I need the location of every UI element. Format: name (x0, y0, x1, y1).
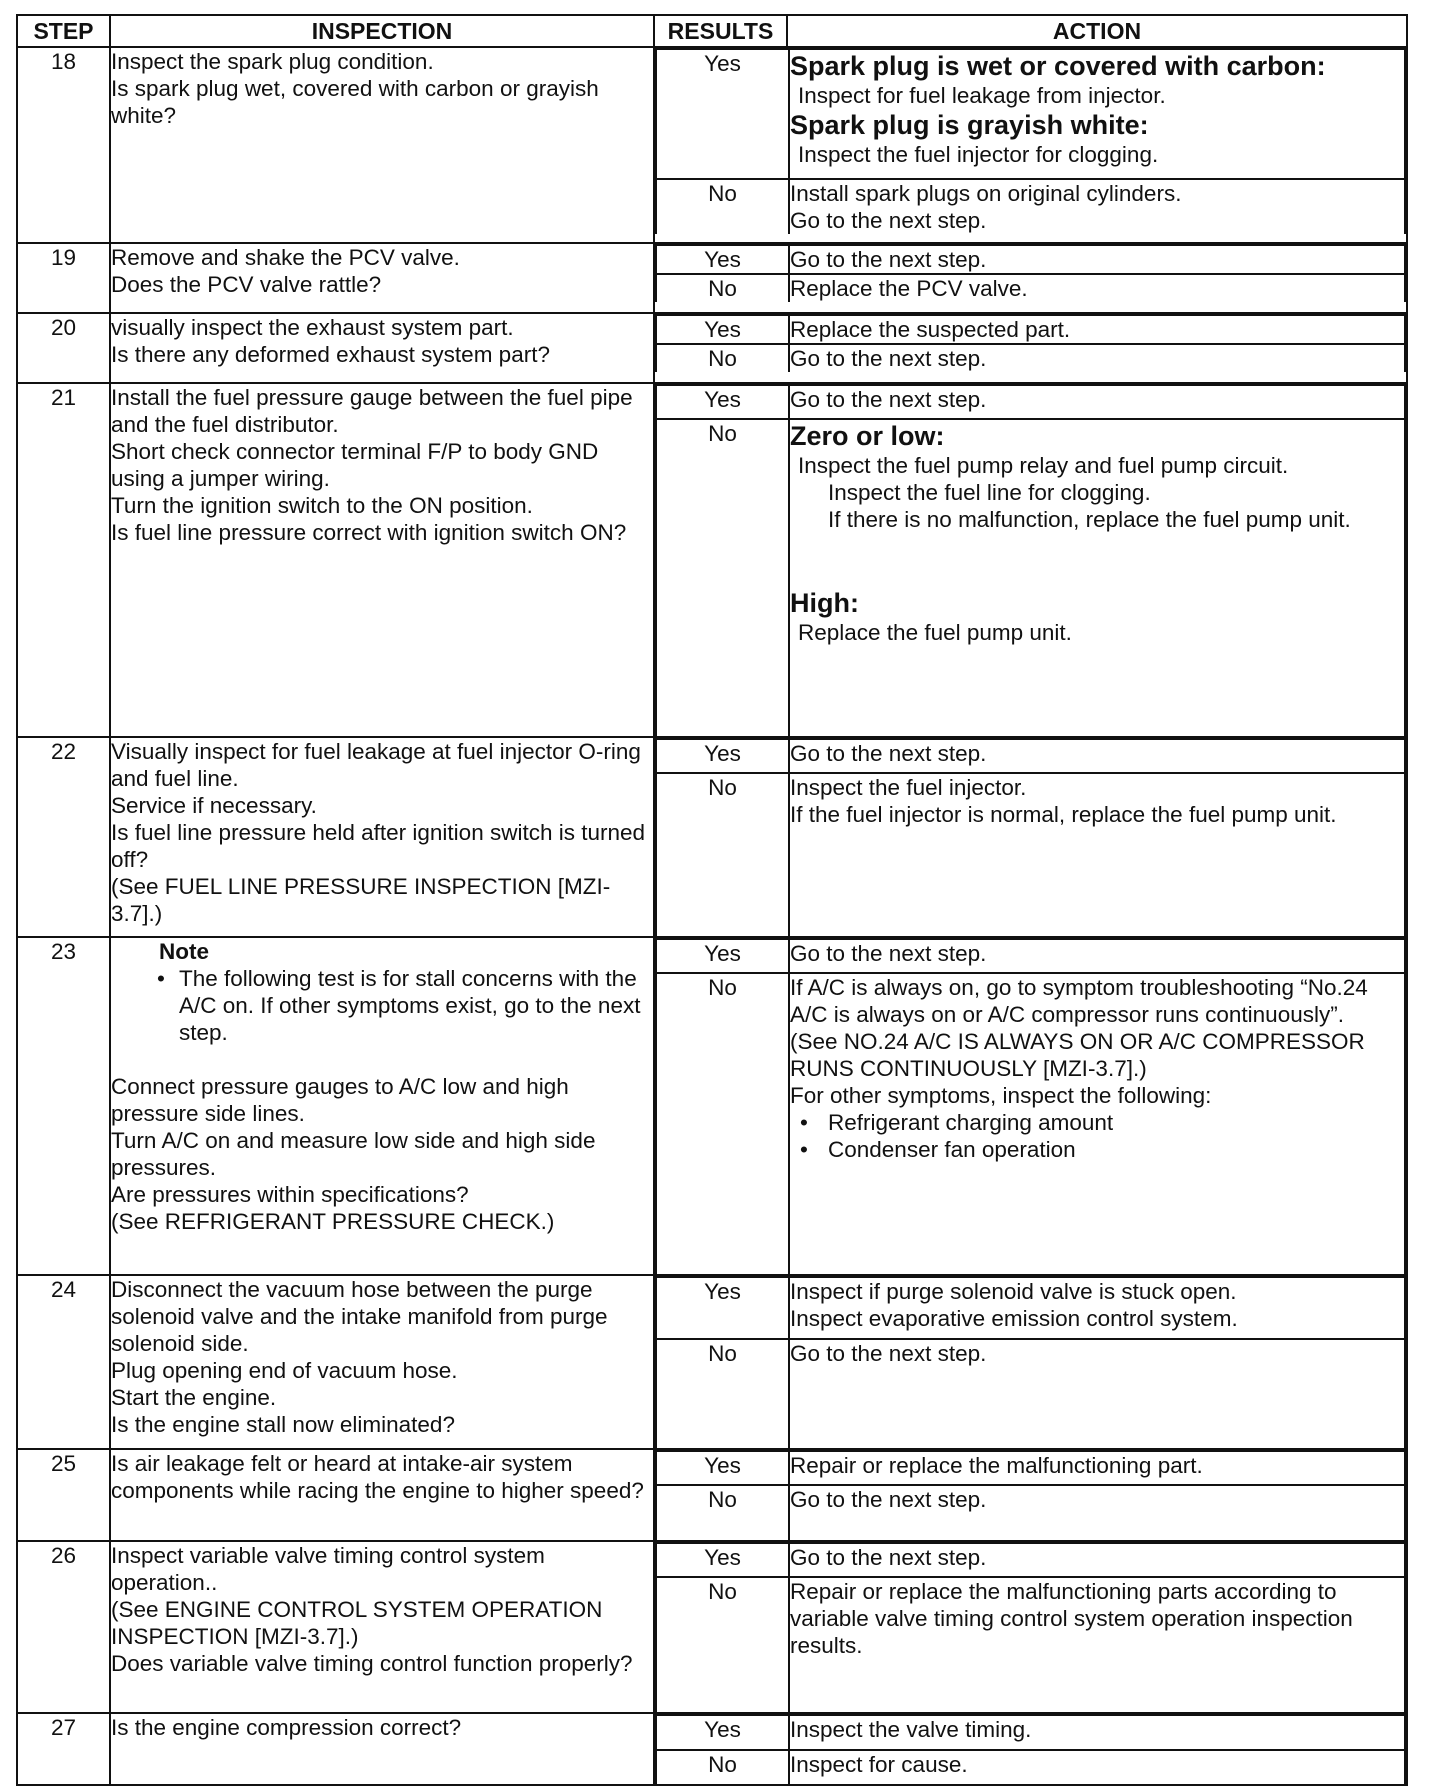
step-row-19 (17, 243, 1407, 313)
result-yes: Yes (656, 1451, 789, 1485)
inspection-line: Inspect the spark plug condition. (111, 49, 434, 74)
result-yes: Yes (656, 315, 789, 344)
step-row-26 (17, 1541, 1407, 1713)
step-row-27 (17, 1713, 1407, 1785)
action-line: Inspect the fuel line for clogging. (828, 480, 1151, 505)
inspection-cell (110, 737, 654, 937)
inspection-line: Short check connector terminal F/P to body GND using a jumper wiring. (111, 439, 599, 491)
action-no: Go to the next step. (789, 1339, 1405, 1448)
inspection-line: Is spark plug wet, covered with carbon or grayish white? (111, 76, 599, 128)
action-heading: Spark plug is wet or covered with carbon: (790, 51, 1326, 81)
results-actions (654, 1275, 1407, 1449)
action-no (789, 973, 1405, 1274)
result-yes: Yes (656, 739, 789, 773)
inspection-line: Plug opening end of vacuum hose. (111, 1358, 458, 1383)
header-step: STEP (17, 15, 110, 47)
result-yes: Yes (656, 1543, 789, 1577)
inspection-cell (110, 1275, 654, 1449)
results-actions (654, 383, 1407, 737)
inspection-cell (110, 1449, 654, 1541)
inspection-line: Is fuel line pressure held after ignition switch is turned off? (111, 820, 646, 872)
action-line: If A/C is always on, go to symptom troubleshooting “No.24 A/C is always on or A/C compressor runs continuously”. (790, 975, 1368, 1027)
action-yes (789, 49, 1405, 179)
result-no: No (656, 1339, 789, 1448)
step-number: 25 (17, 1449, 110, 1541)
action-yes: Replace the suspected part. (789, 315, 1405, 344)
action-line: If there is no malfunction, replace the fuel pump unit. (828, 507, 1351, 532)
inspection-line: Does variable valve timing control function properly? (111, 1651, 633, 1676)
action-line: Inspect for fuel leakage from injector. (798, 83, 1166, 108)
step-number: 26 (17, 1541, 110, 1713)
inspection-cell (110, 47, 654, 243)
inspection-line: (See REFRIGERANT PRESSURE CHECK.) (111, 1209, 555, 1234)
header-results: RESULTS (654, 15, 787, 47)
action-heading: Zero or low: (790, 421, 945, 451)
note-bullet: • The following test is for stall concerns with the A/C on. If other symptoms exist, go to the next step. (111, 965, 653, 1046)
results-actions (654, 937, 1407, 1275)
result-yes: Yes (656, 939, 789, 973)
inspection-line: Service if necessary. (111, 793, 317, 818)
inspection-cell (110, 313, 654, 383)
action-no: Go to the next step. (789, 1485, 1405, 1540)
result-no: No (656, 773, 789, 936)
action-no: Repair or replace the malfunctioning parts according to variable valve timing control system operation inspection results. (789, 1577, 1405, 1712)
result-no: No (656, 274, 789, 302)
step-number: 22 (17, 737, 110, 937)
results-actions (654, 243, 1407, 313)
action-yes: Repair or replace the malfunctioning part. (789, 1451, 1405, 1485)
action-line: (See NO.24 A/C IS ALWAYS ON OR A/C COMPRESSOR RUNS CONTINUOUSLY [MZI-3.7].) (790, 1029, 1365, 1081)
step-row-24 (17, 1275, 1407, 1449)
results-actions (654, 313, 1407, 383)
inspection-line: Is the engine stall now eliminated? (111, 1412, 455, 1437)
results-actions (654, 47, 1407, 243)
results-actions (654, 1449, 1407, 1541)
result-yes: Yes (656, 245, 789, 274)
action-yes: Go to the next step. (789, 939, 1405, 973)
results-actions (654, 1541, 1407, 1713)
action-line: Go to the next step. (790, 208, 987, 233)
action-line: If the fuel injector is normal, replace the fuel pump unit. (790, 802, 1337, 827)
inspection-line: Disconnect the vacuum hose between the purge solenoid valve and the intake manifold from purge solenoid side. (111, 1277, 608, 1356)
step-row-21 (17, 383, 1407, 737)
result-no: No (656, 1485, 789, 1540)
action-no: Replace the PCV valve. (789, 274, 1405, 302)
result-yes: Yes (656, 1277, 789, 1339)
step-row-18 (17, 47, 1407, 243)
step-row-20 (17, 313, 1407, 383)
action-line: Inspect evaporative emission control system. (790, 1306, 1238, 1331)
header-action: ACTION (787, 15, 1407, 47)
results-actions (654, 1713, 1407, 1785)
inspection-line: Inspect variable valve timing control system operation.. (111, 1543, 545, 1595)
action-line: Replace the fuel pump unit. (798, 620, 1072, 645)
inspection-line: Start the engine. (111, 1385, 277, 1410)
action-line: Inspect the fuel injector for clogging. (798, 142, 1159, 167)
inspection-line: Visually inspect for fuel leakage at fuel injector O-ring and fuel line. (111, 739, 641, 791)
inspection-line: Is fuel line pressure correct with ignition switch ON? (111, 520, 627, 545)
action-yes (789, 1277, 1405, 1339)
action-yes: Go to the next step. (789, 739, 1405, 773)
action-yes: Inspect the valve timing. (789, 1715, 1405, 1750)
step-row-22 (17, 737, 1407, 937)
action-heading: Spark plug is grayish white: (790, 110, 1149, 140)
inspection-cell (110, 1713, 654, 1785)
step-number: 23 (17, 937, 110, 1275)
step-row-23 (17, 937, 1407, 1275)
action-no (789, 179, 1405, 234)
inspection-line: Remove and shake the PCV valve. (111, 245, 460, 270)
inspection-cell (110, 1541, 654, 1713)
action-no: Go to the next step. (789, 344, 1405, 372)
troubleshooting-table (16, 14, 1408, 1786)
result-no: No (656, 1750, 789, 1784)
inspection-line: Turn the ignition switch to the ON position. (111, 493, 533, 518)
inspection-line: Is the engine compression correct? (111, 1715, 462, 1740)
result-yes: Yes (656, 49, 789, 179)
result-no: No (656, 419, 789, 736)
inspection-line: Turn A/C on and measure low side and high side pressures. (111, 1128, 596, 1180)
inspection-line: Is air leakage felt or heard at intake-air system components while racing the engine to higher speed? (111, 1451, 644, 1503)
step-number: 27 (17, 1713, 110, 1785)
action-no (789, 773, 1405, 936)
inspection-cell (110, 937, 654, 1275)
note-title: Note (159, 939, 209, 964)
result-no: No (656, 179, 789, 234)
inspection-line: Is there any deformed exhaust system part? (111, 342, 550, 367)
inspection-cell (110, 383, 654, 737)
result-yes: Yes (656, 1715, 789, 1750)
step-number: 20 (17, 313, 110, 383)
result-no: No (656, 344, 789, 372)
inspection-line: (See FUEL LINE PRESSURE INSPECTION [MZI-3.7].) (111, 874, 611, 926)
header-inspection: INSPECTION (110, 15, 654, 47)
action-bullet: • Refrigerant charging amount (790, 1109, 1404, 1136)
step-number: 19 (17, 243, 110, 313)
action-line: Inspect the fuel pump relay and fuel pump circuit. (798, 453, 1289, 478)
action-line: For other symptoms, inspect the following: (790, 1083, 1212, 1108)
action-yes: Go to the next step. (789, 385, 1405, 419)
action-line: Install spark plugs on original cylinders. (790, 181, 1182, 206)
action-no (789, 419, 1405, 736)
step-row-25 (17, 1449, 1407, 1541)
inspection-line: Connect pressure gauges to A/C low and high pressure side lines. (111, 1074, 569, 1126)
action-no: Inspect for cause. (789, 1750, 1405, 1784)
inspection-line: visually inspect the exhaust system part. (111, 315, 514, 340)
inspection-line: Install the fuel pressure gauge between the fuel pipe and the fuel distributor. (111, 385, 633, 437)
action-yes: Go to the next step. (789, 245, 1405, 274)
inspection-line: Does the PCV valve rattle? (111, 272, 382, 297)
action-line: Inspect if purge solenoid valve is stuck open. (790, 1279, 1237, 1304)
inspection-cell (110, 243, 654, 313)
step-number: 21 (17, 383, 110, 737)
inspection-line: (See ENGINE CONTROL SYSTEM OPERATION INSPECTION [MZI-3.7].) (111, 1597, 603, 1649)
table-header-row (17, 15, 1407, 47)
inspection-line: Are pressures within specifications? (111, 1182, 469, 1207)
step-number: 18 (17, 47, 110, 243)
result-no: No (656, 973, 789, 1274)
action-heading: High: (790, 588, 859, 618)
result-no: No (656, 1577, 789, 1712)
results-actions (654, 737, 1407, 937)
step-number: 24 (17, 1275, 110, 1449)
action-yes: Go to the next step. (789, 1543, 1405, 1577)
action-bullet: • Condenser fan operation (790, 1136, 1404, 1163)
result-yes: Yes (656, 385, 789, 419)
action-line: Inspect the fuel injector. (790, 775, 1027, 800)
